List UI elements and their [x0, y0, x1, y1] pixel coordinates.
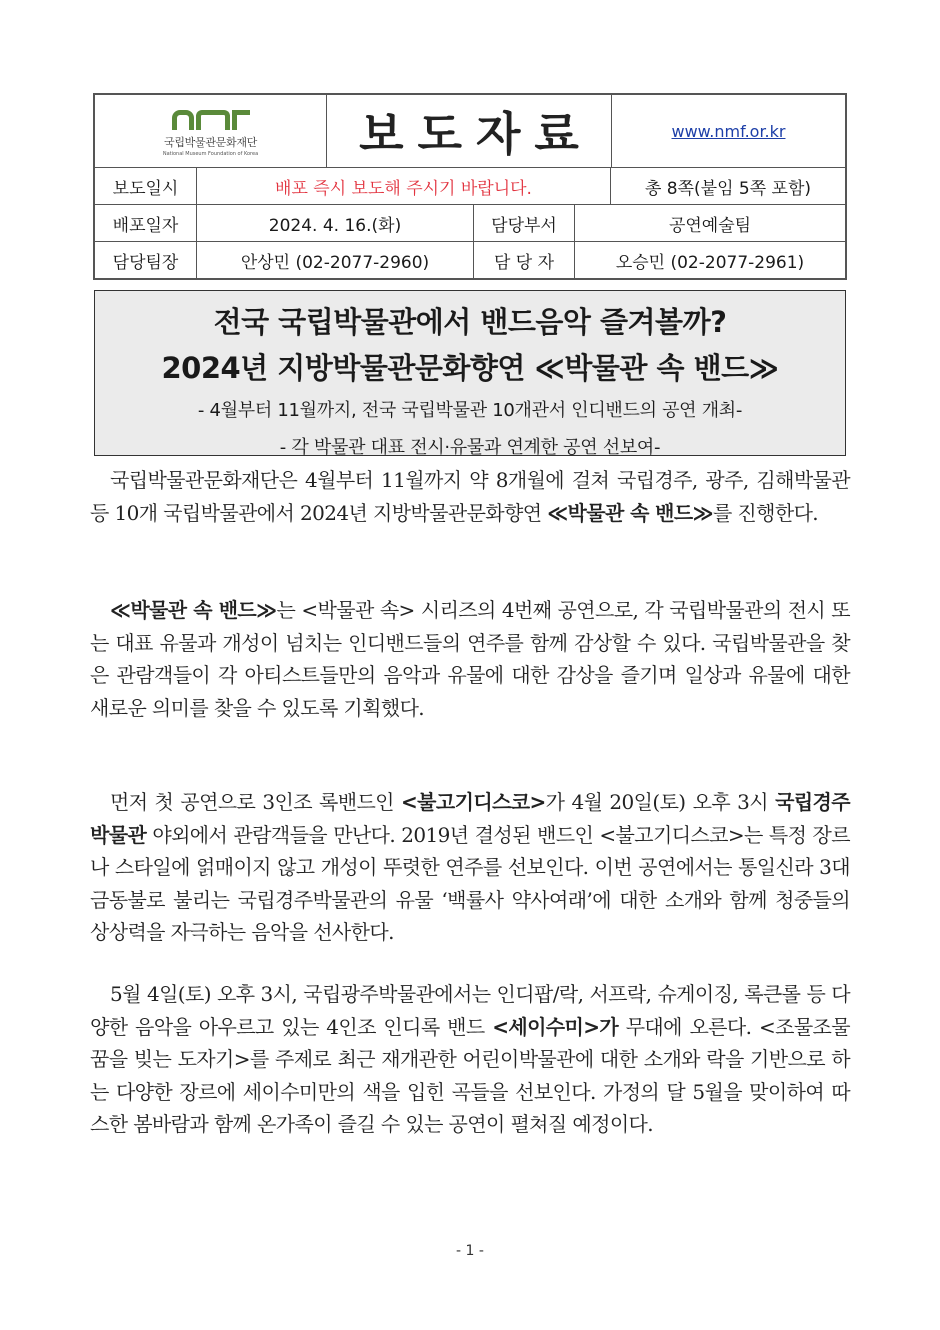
- subheadline-2: - 각 박물관 대표 전시·유물과 연계한 공연 선보여-: [279, 437, 661, 458]
- distribution-date-value: 2024. 4. 16.(화): [197, 205, 474, 241]
- page-count: 총 8쪽(붙임 5쪽 포함): [644, 178, 812, 199]
- department-label: 담당부서: [474, 205, 575, 241]
- contact-person-label: 담 당 자: [474, 242, 575, 278]
- release-time-label: 보도일시: [95, 168, 197, 204]
- page-number: - 1 -: [456, 1243, 484, 1259]
- headline-box: [94, 290, 846, 456]
- team-leader-value: 안상민 (02-2077-2960): [197, 242, 474, 278]
- header-table: [93, 93, 847, 280]
- headline-line-2: 2024년 지방박물관문화향연 ≪박물관 속 밴드≫: [161, 351, 779, 385]
- distribution-date-row: [95, 205, 845, 242]
- document-title: 보도자료: [327, 95, 612, 167]
- paragraph-1: 국립박물관문화재단은 4월부터 11월까지 약 8개월에 걸쳐 국립경주, 광주, 김해박물관 등 10개 국립박물관에서 2024년 지방박물관문화향연 ≪박물관 속 밴드≫를 진행한다.: [90, 468, 850, 525]
- paragraph-3: 먼저 첫 공연으로 3인조 록밴드인 <불고기디스코>가 4월 20일(토) 오후 3시 국립경주박물관 야외에서 관람객들을 만난다. 2019년 결성된 밴드인 <불고기디스코>는 특정 장르나 스타일에 얽매이지 않고 개성이 뚜렷한 연주를 선보인다. 이번 공연에서는 통일신라 3대 금동불로 불리는 국립경주박물관의 유물 ‘백률사 약사여래’에 대한 소개와 함께 청중들의 상상력을 자극하는 음악을 선사한다.: [90, 790, 850, 944]
- contacts-row: [95, 242, 845, 278]
- headline: 전국 국립박물관에서 밴드음악 즐겨볼까?: [213, 305, 727, 339]
- paragraph-4: 5월 4일(토) 오후 3시, 국립광주박물관에서는 인디팝/락, 서프락, 슈게이징, 록큰롤 등 다양한 음악을 아우르고 있는 4인조 인디록 밴드 <세이수미>가 무대에 오른다. <조물조물 꿈을 빚는 도자기>를 주제로 최근 재개관한 어린이박물관에 대한 소개와 락을 기반으로 하는 다양한 장르에 세이수미만의 색을 입힌 곡들을 선보인다. 가정의 달 5월을 맞이하여 따스한 봄바람과 함께 온가족이 즐길 수 있는 공연이 펼쳐질 예정이다.: [90, 982, 851, 1136]
- nmf-logo-mark: [172, 106, 250, 130]
- logo-org-korean: 국립박물관문화재단: [164, 135, 257, 149]
- release-time-value: 배포 즉시 보도해 주시기 바랍니다.: [197, 168, 611, 204]
- website-link[interactable]: www.nmf.or.kr: [671, 121, 786, 141]
- release-time-row: [95, 168, 845, 205]
- paragraph-2: ≪박물관 속 밴드≫는 <박물관 속> 시리즈의 4번째 공연으로, 각 국립박물관의 전시 또는 대표 유물과 개성이 넘치는 인디밴드들의 연주를 함께 감상할 수 있다. 국립박물관을 찾은 관람객들이 각 아티스트들만의 음악과 유물에 대한 감상을 즐기며 일상과 유물에 대한 새로운 의미를 찾을 수 있도록 기획했다.: [90, 598, 850, 720]
- nmf-logo: [95, 95, 327, 167]
- department-value: 공연예술팀: [668, 215, 752, 236]
- distribution-date-label: 배포일자: [95, 205, 197, 241]
- logo-org-english: National Museum Foundation of Korea: [162, 150, 259, 157]
- team-leader-label: 담당팀장: [95, 242, 197, 278]
- subheadline-1: - 4월부터 11월까지, 전국 국립박물관 10개관서 인디밴드의 공연 개최-: [197, 400, 743, 421]
- contact-person-value: 오승민 (02-2077-2961): [615, 252, 805, 273]
